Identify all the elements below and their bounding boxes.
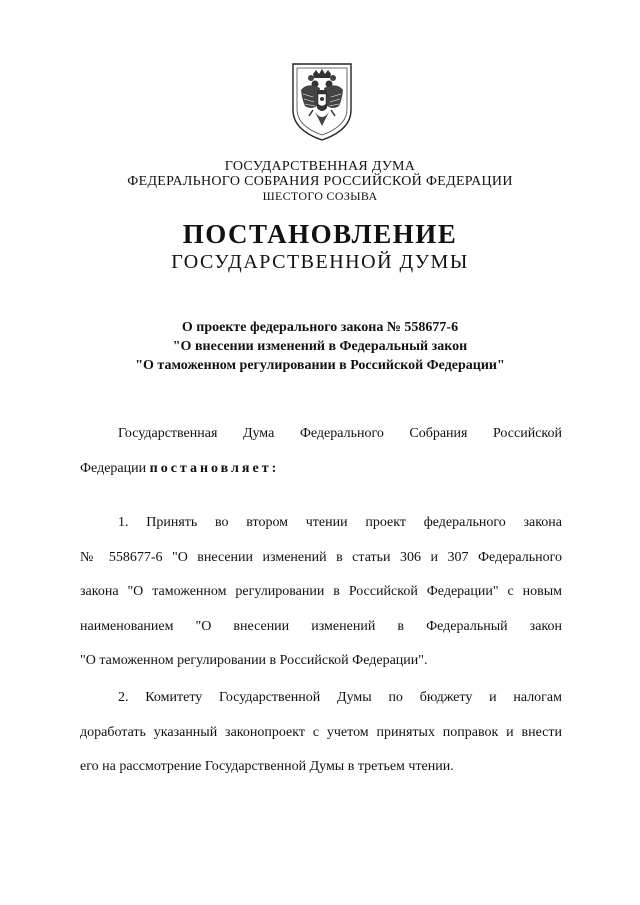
preamble-line-1: Государственная Дума Федерального Собрания Российской	[118, 426, 562, 441]
subject-block	[0, 318, 640, 375]
item-1-line-5: "О таможенном регулировании в Российской Федерации".	[80, 653, 428, 668]
org-name-line-1: ГОСУДАРСТВЕННАЯ ДУМА	[224, 159, 416, 174]
subject-line-1: О проекте федерального закона № 558677-6	[181, 320, 459, 335]
item-1-line-2: № 558677-6 "О внесении изменений в статьи 306 и 307 Федерального	[80, 549, 562, 565]
coat-of-arms-icon	[287, 60, 357, 142]
item-1-line-3: закона "О таможенном регулировании в Российской Федерации" с новым	[80, 584, 562, 599]
item-2-line-1: 2. Комитету Государственной Думы по бюджету и налогам	[118, 690, 562, 705]
item-1-line-1: 1. Принять во втором чтении проект федерального закона	[118, 515, 562, 530]
preamble-text: Федерации	[80, 460, 147, 476]
resolves-keyword: постановляет:	[149, 460, 280, 476]
preamble-line-2	[80, 459, 562, 494]
document-subtitle: ГОСУДАРСТВЕННОЙ ДУМЫ	[171, 251, 469, 273]
preamble	[80, 424, 562, 493]
item-2-line-2: доработать указанный законопроект с учетом принятых поправок и внести	[80, 724, 562, 740]
convocation: ШЕСТОГО СОЗЫВА	[262, 189, 378, 203]
item-2	[80, 688, 562, 792]
item-1	[80, 513, 562, 686]
item-2-line-3: его на рассмотрение Государственной Думы в третьем чтении.	[80, 759, 454, 774]
item-1-line-4: наименованием "О внесении изменений в Федеральный закон	[80, 618, 562, 634]
org-name-line-2: ФЕДЕРАЛЬНОГО СОБРАНИЯ РОССИЙСКОЙ ФЕДЕРАЦИИ	[127, 174, 513, 189]
document-title: ПОСТАНОВЛЕНИЕ	[182, 219, 458, 249]
subject-line-3: "О таможенном регулировании в Российской Федерации"	[135, 358, 505, 373]
subject-line-2: "О внесении изменений в Федеральный закон	[172, 339, 468, 354]
